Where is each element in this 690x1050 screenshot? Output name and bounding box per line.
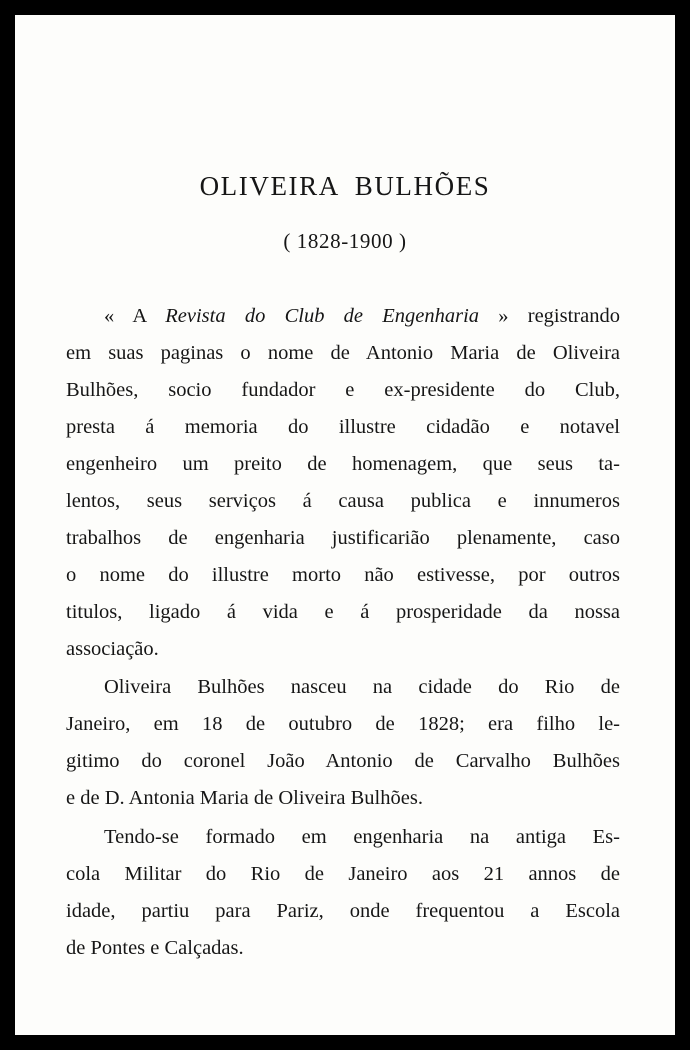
text-line: gitimo do coronel João Antonio de Carvalho Bulhões [66, 750, 620, 772]
text-line: o nome do illustre morto não estivesse, por outros [66, 564, 620, 586]
document-body [66, 298, 620, 967]
text-line: « A Revista do Club de Engenharia » registrando [104, 305, 620, 327]
text-line: de Pontes e Calçadas. [66, 937, 244, 959]
text-line: em suas paginas o nome de Antonio Maria de Oliveira [66, 342, 620, 364]
text-line: titulos, ligado á vida e á prosperidade da nossa [66, 601, 620, 623]
journal-name: Revista do Club de Engenharia [165, 305, 480, 327]
text-line: e de D. Antonia Maria de Oliveira Bulhões. [66, 787, 423, 809]
page-title: OLIVEIRA BULHÕES [199, 171, 491, 201]
text-line: Janeiro, em 18 de outubro de 1828; era filho le- [66, 713, 620, 735]
document-page [15, 15, 675, 1035]
text-line: trabalhos de engenharia justificarião plenamente, caso [66, 527, 620, 549]
text-line: Oliveira Bulhões nasceu na cidade do Rio de [104, 676, 620, 698]
text-line: presta á memoria do illustre cidadão e notavel [66, 416, 620, 438]
paragraph-1 [66, 298, 620, 668]
text-line: engenheiro um preito de homenagem, que seus ta- [66, 453, 620, 475]
text-line: Tendo-se formado em engenharia na antiga Es- [104, 826, 620, 848]
text-line: idade, partiu para Pariz, onde frequentou a Escola [66, 900, 620, 922]
text-line: lentos, seus serviços á causa publica e innumeros [66, 490, 620, 512]
text-line: associação. [66, 638, 159, 660]
text-line: cola Militar do Rio de Janeiro aos 21 annos de [66, 863, 620, 885]
paragraph-2 [66, 669, 620, 817]
text-line: Bulhões, socio fundador e ex-presidente do Club, [66, 379, 620, 401]
paragraph-3 [66, 819, 620, 967]
life-dates: ( 1828-1900 ) [283, 229, 407, 253]
